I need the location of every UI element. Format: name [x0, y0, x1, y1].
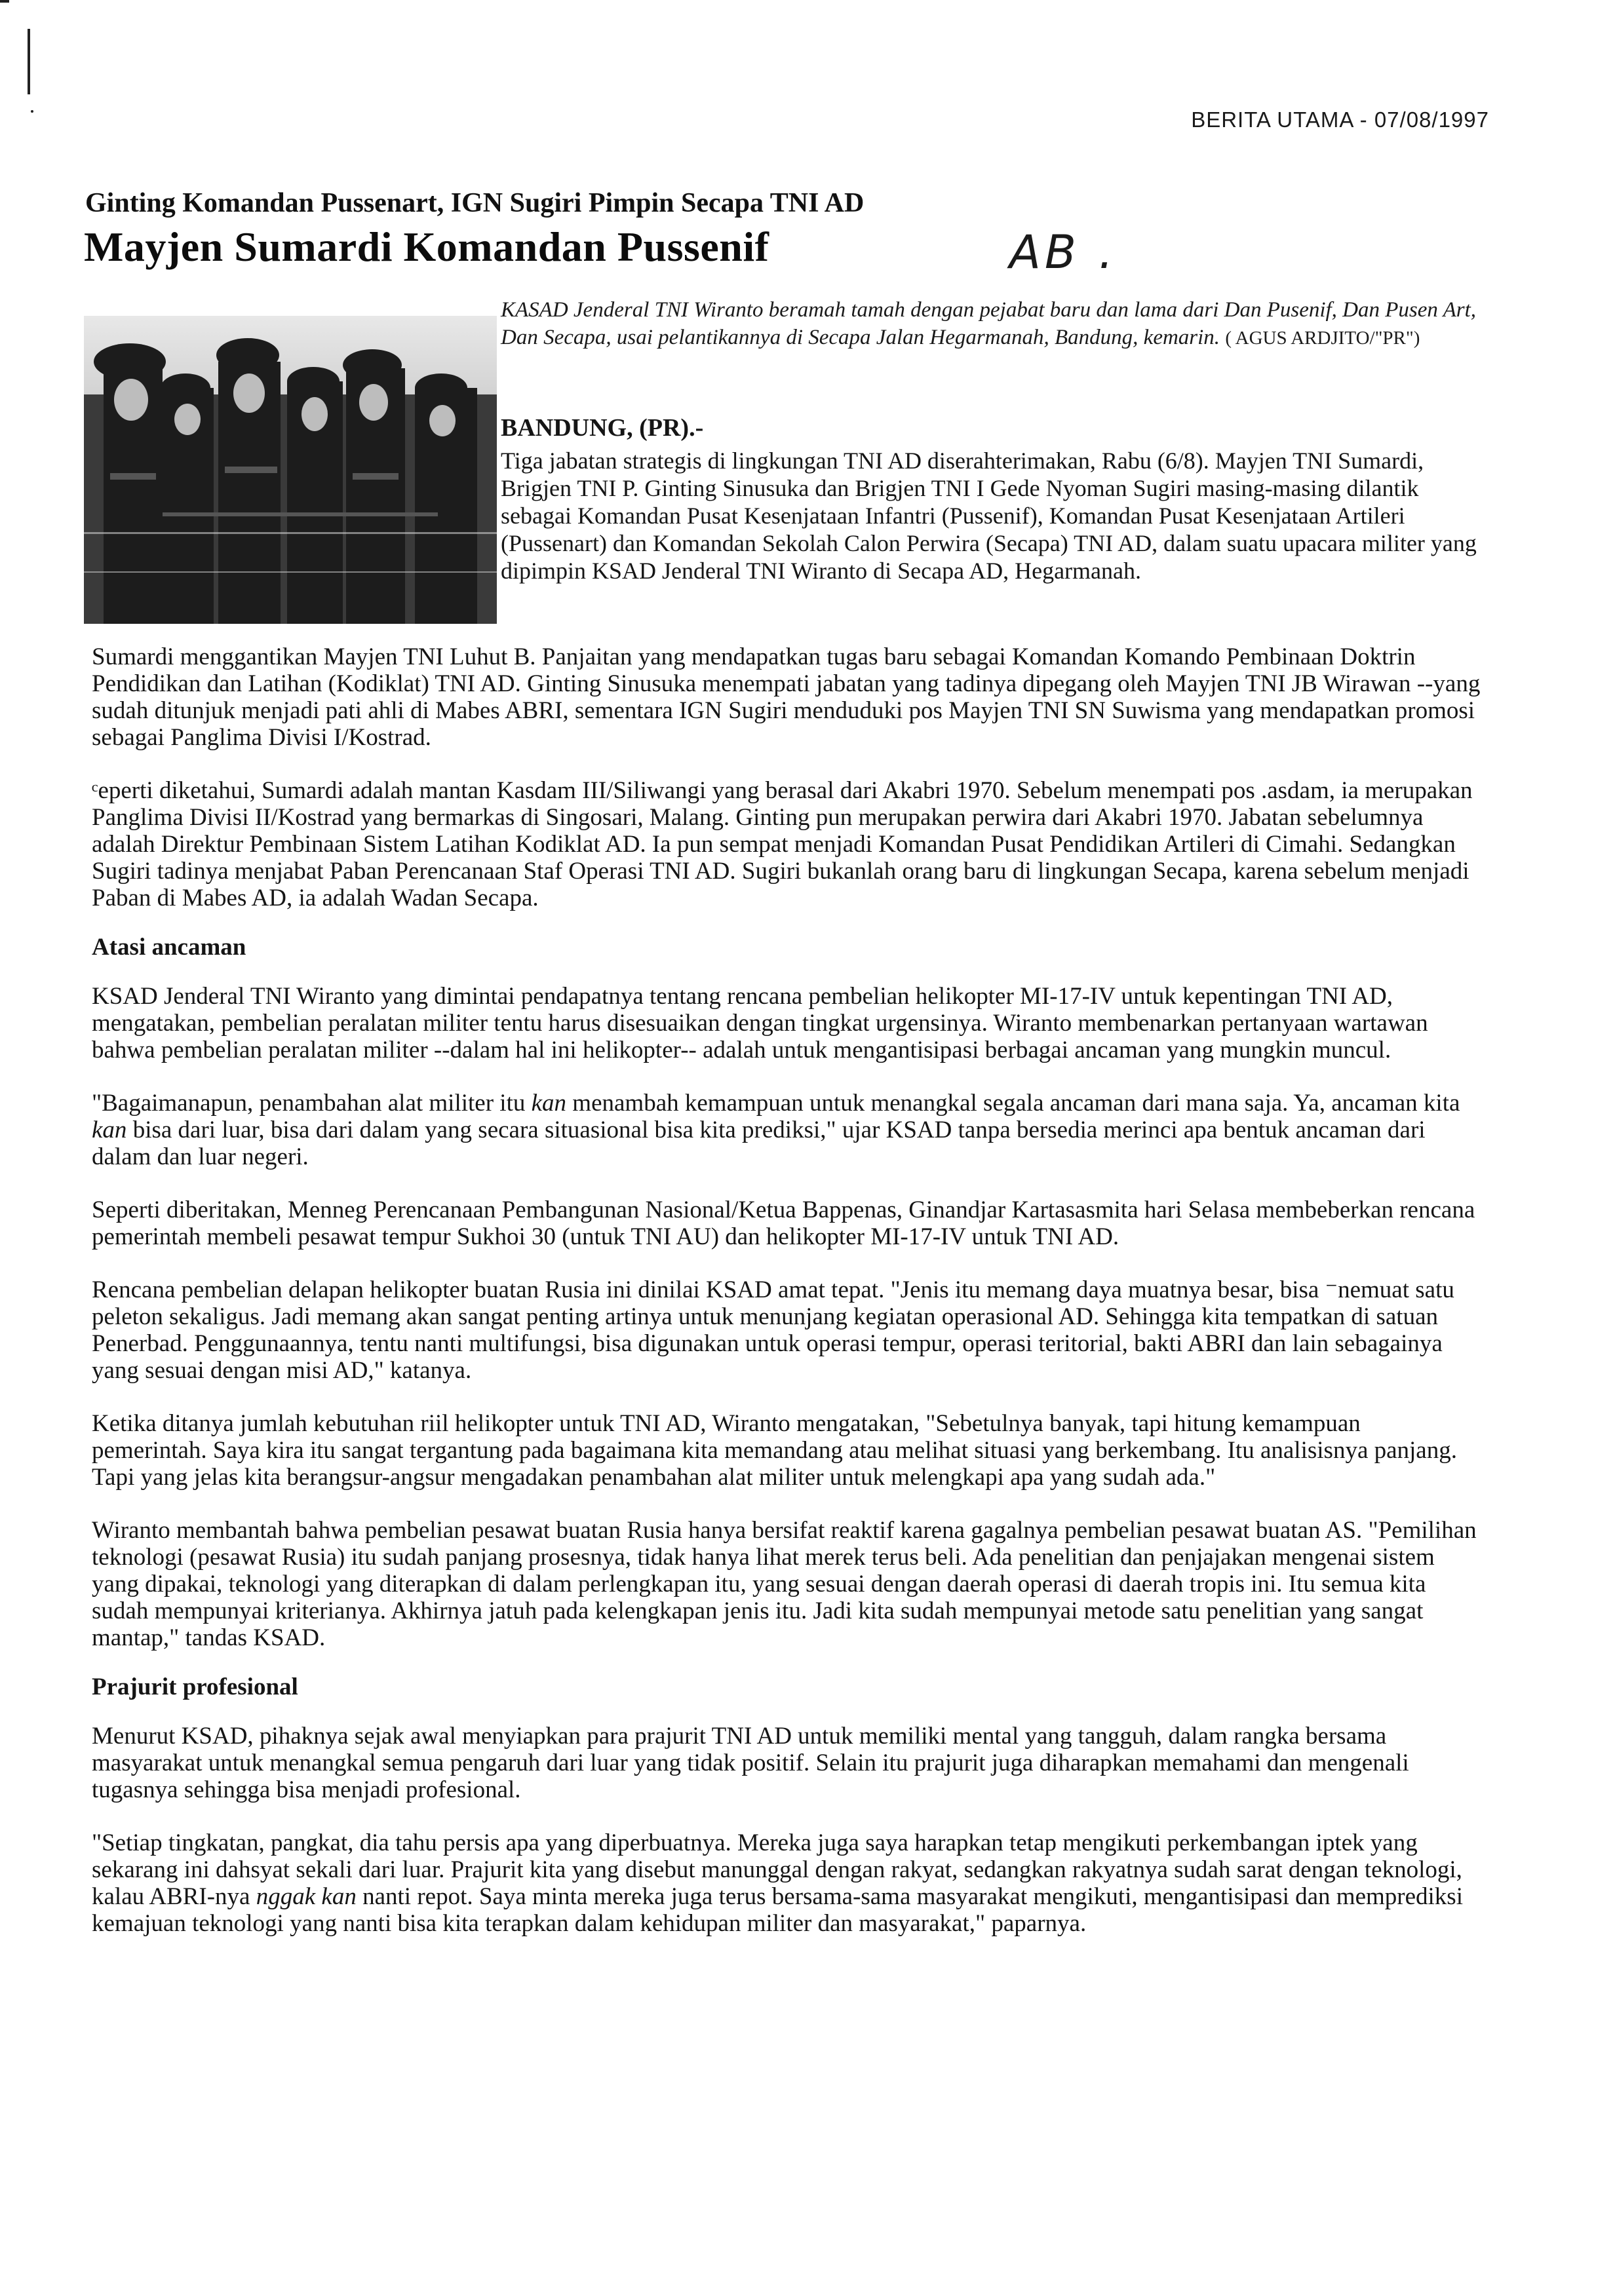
scan-margin-mark [0, 0, 9, 3]
quote-text: "Setiap tingkatan, pangkat, dia tahu persis apa yang diperbuatnya. Mereka juga saya harapkan tetap mengikuti perkembangan iptek yang sekarang ini dahsyat sekali dari luar. Prajurit kita yang disebut manunggal dengan rakyat, sedangkan rakyatnya sudah sarat dengan teknologi, kalau ABRI-nya [92, 1829, 1462, 1910]
lead-text: Tiga jabatan strategis di lingkungan TNI AD diserahterimakan, Rabu (6/8). Mayjen TNI Sumardi, Brigjen TNI P. Ginting Sinusuka dan Brigjen TNI I Gede Nyoman Sugiri masing-masing dilantik sebagai Komandan Pusat Kesenjataan Infantri (Pussenif), Komandan Pusat Kesenjataan Artileri (Pussenart) dan Komandan Sekolah Calon Perwira (Secapa) TNI AD, dalam suatu upacara militer yang dipimpin KSAD Jenderal TNI Wiranto di Secapa AD, Hegarmanah. [501, 448, 1477, 584]
section-heading: Prajurit profesional [92, 1674, 298, 1700]
body-paragraph: ᶜeperti diketahui, Sumardi adalah mantan Kasdam III/Siliwangi yang berasal dari Akabri 1970. Sebelum menempati pos .asdam, ia merupakan Panglima Divisi II/Kostrad yang bermarkas di Singosari, Malang. Ginting pun merupakan perwira dari Akabri 1970. Jabatan sebelumnya adalah Direktur Pembinaan Sistem Latihan Kodiklat AD. Ia pun sempat menjadi Komandan Pusat Pendidikan Artileri di Cimahi. Sedangkan Sugiri tadinya menjabat Paban Perencanaan Staf Operasi TNI AD. Sugiri bukanlah orang baru di lingkungan Secapa, karena sebelum menjadi Paban di Mabes AD, ia adalah Wadan Secapa. [92, 777, 1473, 911]
body-paragraph: Ketika ditanya jumlah kebutuhan riil helikopter untuk TNI AD, Wiranto mengatakan, "Sebetulnya banyak, tapi hitung kemampuan pemerintah. Saya kira itu sangat tergantung pada bagaimana kita memandang atau melihat situasi yang berkembang. Itu analisisnya panjang. Tapi yang jelas kita berangsur-angsur mengadakan penambahan alat militer untuk melengkapi apa yang sudah ada." [92, 1410, 1457, 1491]
quote-text: "Bagaimanapun, penambahan alat militer itu [92, 1090, 532, 1117]
body-paragraph: Rencana pembelian delapan helikopter buatan Rusia ini dinilai KSAD amat tepat. "Jenis itu memang daya muatnya besar, bisa ⁻nemuat satu peleton sekaligus. Jadi memang akan sangat penting artinya untuk menunjang kegiatan operasional AD. Sehingga kita tempatkan di satuan Penerbad. Penggunaannya, tentu nanti multifungsi, bisa digunakan untuk operasi tempur, operasi teritorial, bakti ABRI dan lain sebagainya yang sesuai dengan misi AD," katanya. [92, 1276, 1454, 1384]
lead-paragraph [501, 414, 1484, 584]
quote-text: bisa dari luar, bisa dari dalam yang secara situasional bisa kita prediksi," ujar KSAD tanpa bersedia merinci apa bentuk ancaman dari dalam dan luar negeri. [92, 1117, 1426, 1170]
article-headline: Mayjen Sumardi Komandan Pussenif [84, 223, 769, 270]
article-body [92, 643, 1481, 1963]
dateline: BANDUNG, (PR).- [501, 414, 704, 442]
article-kicker: Ginting Komandan Pussenart, IGN Sugiri Pimpin Secapa TNI AD [85, 188, 865, 218]
scan-margin-mark [28, 29, 30, 94]
photo-credit: ( AGUS ARDJITO/"PR") [1225, 328, 1420, 349]
quote-emphasis: nggak kan [256, 1883, 357, 1910]
quote-paragraph [92, 1090, 1481, 1170]
handwritten-initials: AB . [1009, 225, 1118, 279]
section-heading: Atasi ancaman [92, 934, 246, 961]
quote-paragraph [92, 1829, 1481, 1937]
body-paragraph: Menurut KSAD, pihaknya sejak awal menyiapkan para prajurit TNI AD untuk memiliki mental yang tangguh, dalam rangka bersama masyarakat untuk menangkal semua pengaruh dari luar yang tidak positif. Selain itu prajurit juga diharapkan memahami dan mengenali tugasnya sehingga bisa menjadi profesional. [92, 1723, 1409, 1803]
photo-caption [501, 296, 1477, 352]
quote-emphasis: kan [92, 1117, 127, 1143]
body-paragraph: Sumardi menggantikan Mayjen TNI Luhut B. Panjaitan yang mendapatkan tugas baru sebagai Komandan Komando Pembinaan Doktrin Pendidikan dan Latihan (Kodiklat) TNI AD. Ginting Sinusuka menempati jabatan yang tadinya dipegang oleh Mayjen TNI JB Wirawan --yang sudah ditunjuk menjadi pati ahli di Mabes ABRI, sementara IGN Sugiri menduduki pos Mayjen TNI SN Suwisma yang mendapatkan promosi sebagai Panglima Divisi I/Kostrad. [92, 643, 1481, 751]
body-paragraph: Seperti diberitakan, Menneg Perencanaan Pembangunan Nasional/Ketua Bappenas, Ginandjar Kartasasmita hari Selasa membeberkan rencana pemerintah membeli pesawat tempur Sukhoi 30 (untuk TNI AU) dan helikopter MI-17-IV untuk TNI AD. [92, 1196, 1475, 1250]
quote-text: nanti repot. Saya minta mereka juga terus bersama-sama masyarakat mengikuti, mengantisipasi dan memprediksi kemajuan teknologi yang nanti bisa kita terapkan dalam kehidupan militer dan masyarakat," paparnya. [92, 1883, 1463, 1937]
section-date-header: BERITA UTAMA - 07/08/1997 [1191, 107, 1489, 132]
scan-margin-mark [31, 110, 33, 113]
caption-text: KASAD Jenderal TNI Wiranto beramah tamah dengan pejabat baru dan lama dari Dan Pusenif, Dan Pusen Art, Dan Secapa, usai pelantikannya di Secapa Jalan Hegarmanah, Bandung, kemarin. [501, 298, 1476, 349]
soldiers-photo-image [84, 316, 497, 624]
news-photo [84, 316, 497, 624]
body-paragraph: Wiranto membantah bahwa pembelian pesawat buatan Rusia hanya bersifat reaktif karena gagalnya pembelian pesawat buatan AS. "Pemilihan teknologi (pesawat Rusia) itu sudah panjang prosesnya, tidak hanya lihat merek terus beli. Ada penelitian dan penjajakan mengenai sistem yang dipakai, teknologi yang diterapkan di dalam perlengkapan itu, yang sesuai dengan daerah operasi di daerah tropis ini. Itu semua kita sudah mempunyai kriterianya. Akhirnya jatuh pada kelengkapan jenis itu. Jadi kita sudah mempunyai metode satu penelitian yang sangat mantap," tandas KSAD. [92, 1517, 1477, 1651]
quote-text: menambah kemampuan untuk menangkal segala ancaman dari mana saja. Ya, ancaman kita [566, 1090, 1460, 1117]
quote-emphasis: kan [531, 1090, 567, 1117]
body-paragraph: KSAD Jenderal TNI Wiranto yang dimintai pendapatnya tentang rencana pembelian helikopter MI-17-IV untuk kepentingan TNI AD, mengatakan, pembelian peralatan militer tentu harus disesuaikan dengan tingkat urgensinya. Wiranto membenarkan pertanyaan wartawan bahwa pembelian peralatan militer --dalam hal ini helikopter-- adalah untuk mengantisipasi berbagai ancaman yang mungkin muncul. [92, 983, 1428, 1063]
